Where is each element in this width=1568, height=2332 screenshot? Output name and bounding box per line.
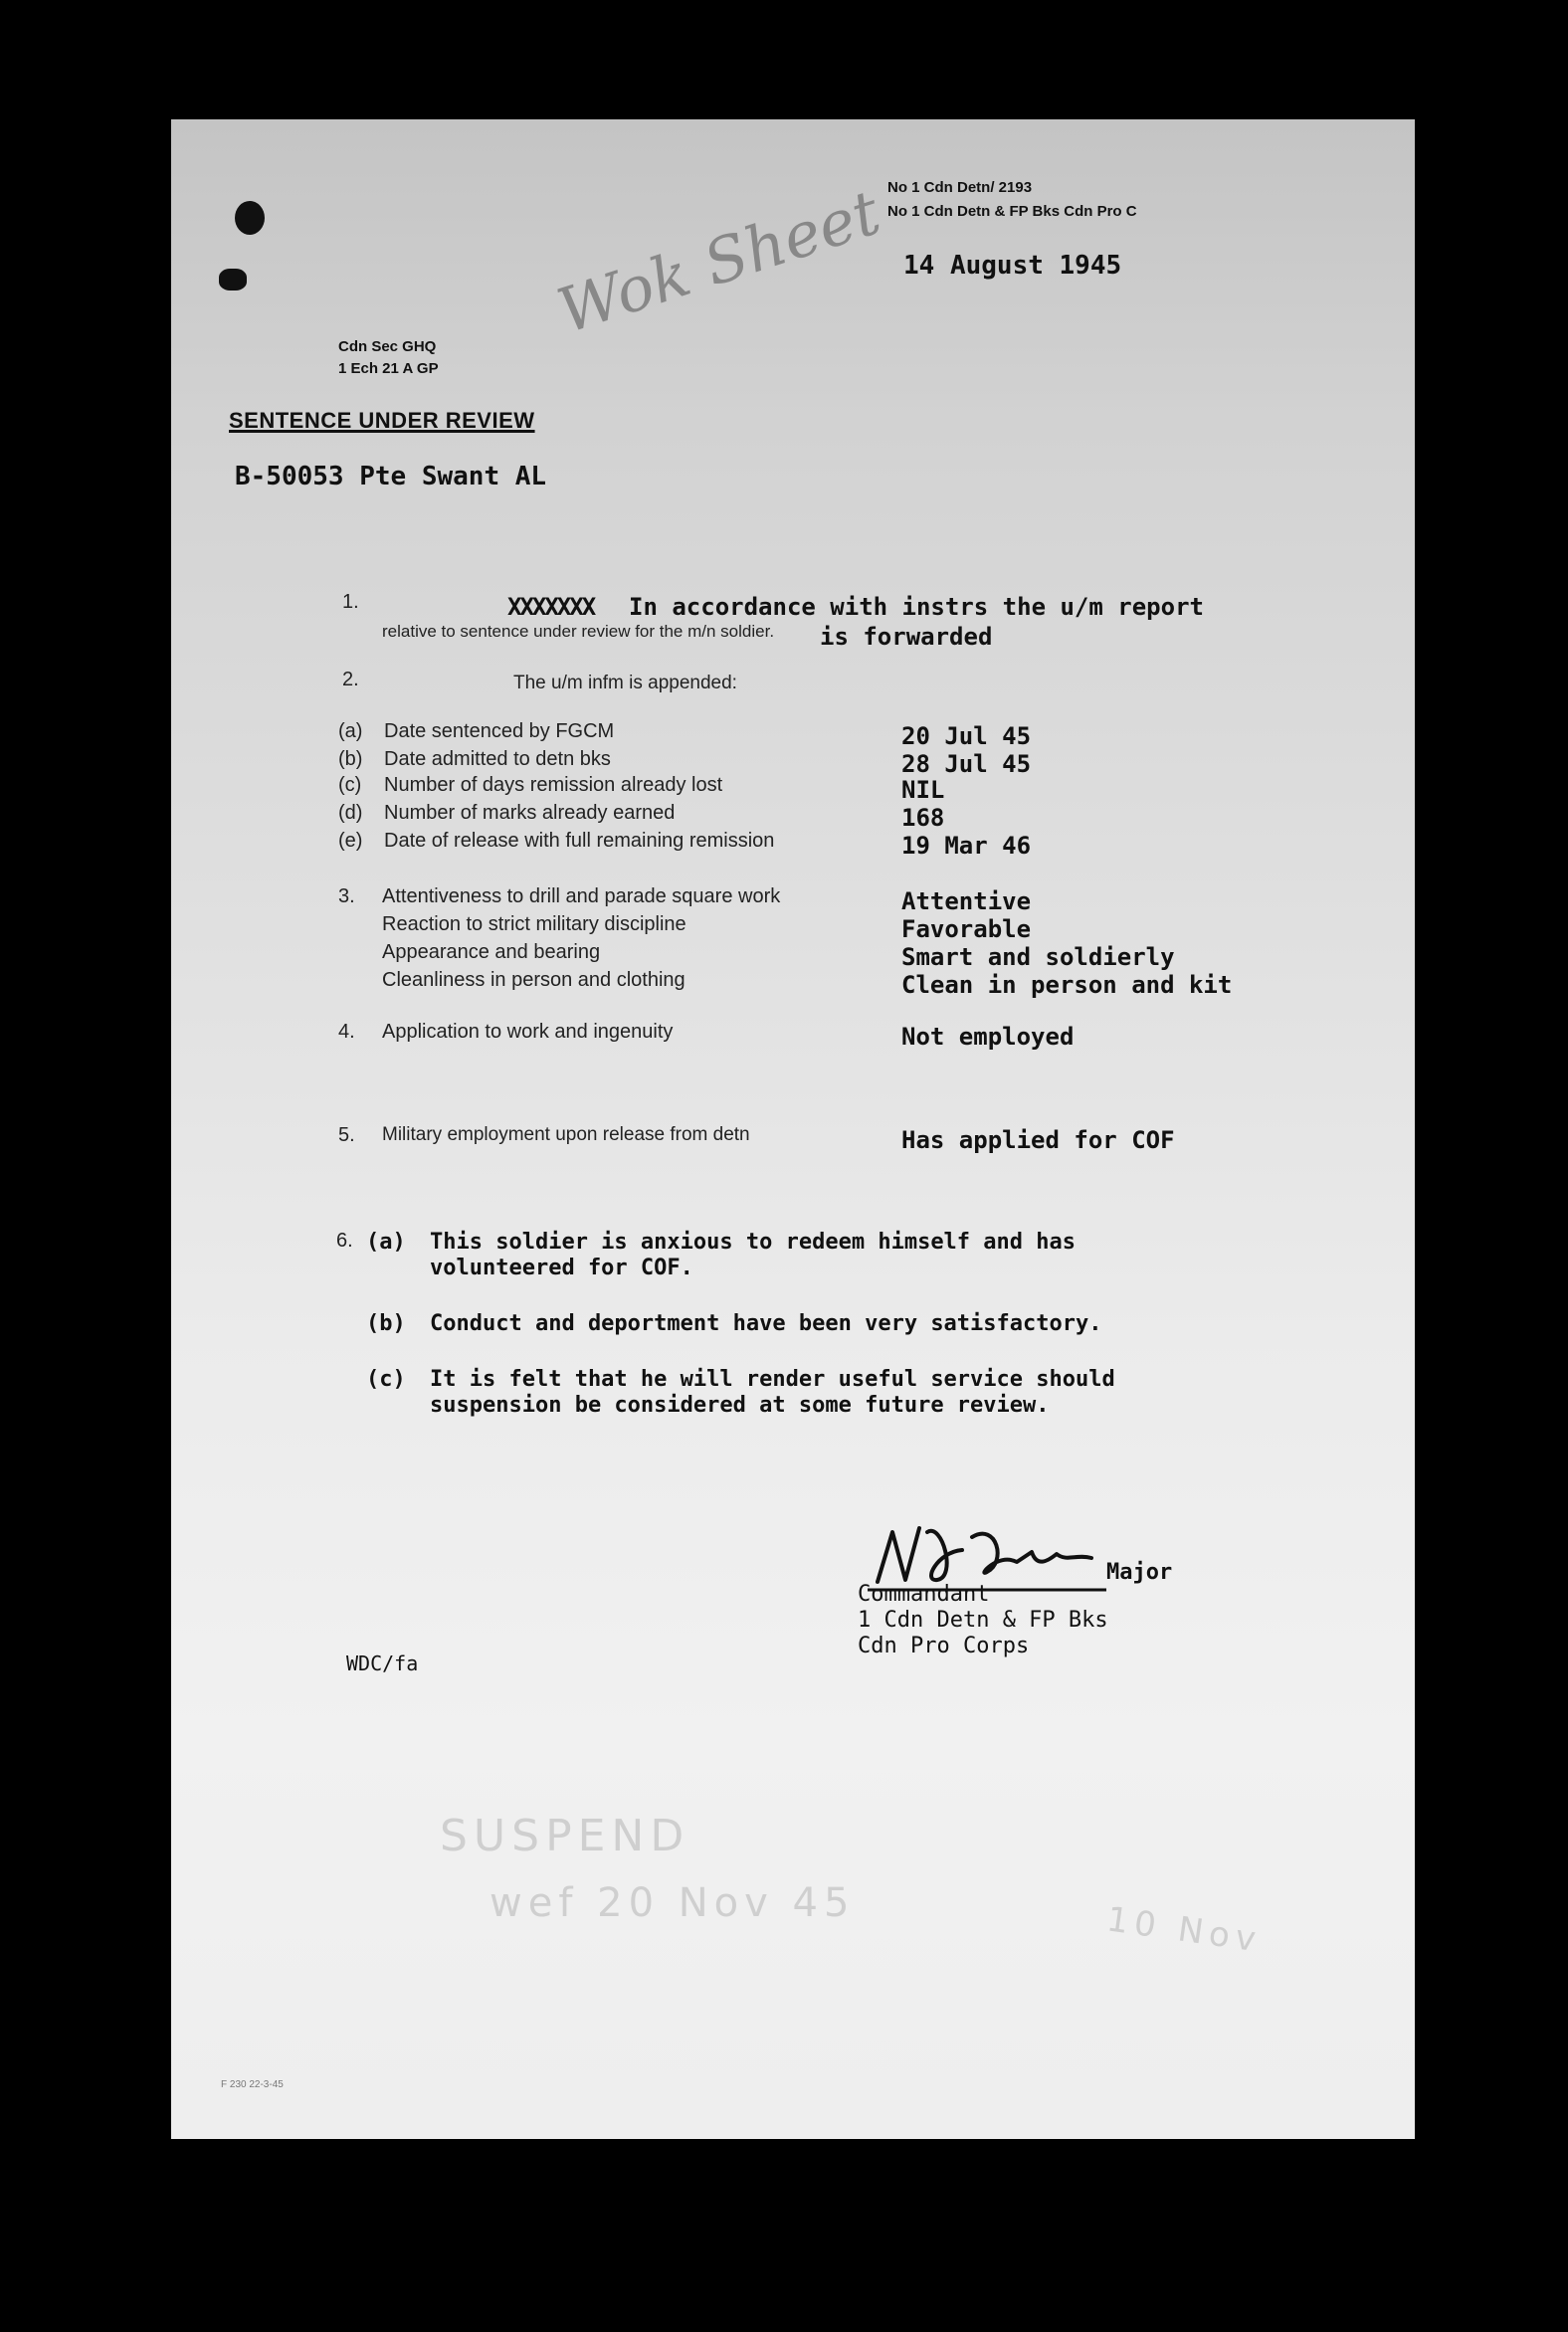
sub-letter: (c) <box>366 1367 406 1392</box>
item-value: NIL <box>901 776 945 804</box>
signatory-title: Commandant <box>858 1582 990 1607</box>
item-value: 20 Jul 45 <box>901 722 1032 750</box>
para-number: 3. <box>338 885 355 907</box>
item-letter: (e) <box>338 830 363 852</box>
item-label: Reaction to strict military discipline <box>382 913 686 935</box>
sub-letter: (b) <box>366 1311 406 1336</box>
para2-intro: The u/m infm is appended: <box>513 673 737 693</box>
para6c-line2: suspension be considered at some future review. <box>430 1393 1050 1418</box>
sub-letter: (a) <box>366 1230 406 1255</box>
document-page <box>171 119 1415 2139</box>
item-value: Smart and soldierly <box>901 943 1175 971</box>
item-label: Cleanliness in person and clothing <box>382 969 686 991</box>
para6a-line2: volunteered for COF. <box>430 1256 693 1280</box>
item-value: Attentive <box>901 887 1032 915</box>
item-value: Has applied for COF <box>901 1126 1175 1154</box>
item-letter: (c) <box>338 774 362 796</box>
para-number: 2. <box>342 669 359 690</box>
typist-initials: WDC/fa <box>346 1652 419 1675</box>
para1-text-line2b: is forwarded <box>820 623 993 651</box>
letter-date: 14 August 1945 <box>903 251 1122 281</box>
faint-stamp-line2: wef 20 Nov 45 <box>490 1880 856 1926</box>
reference-unit: No 1 Cdn Detn & FP Bks Cdn Pro C <box>887 203 1137 220</box>
para-number: 5. <box>338 1124 355 1146</box>
item-label: Attentiveness to drill and parade square work <box>382 885 781 907</box>
struck-text: XXXXXXX <box>507 593 595 621</box>
para-number: 4. <box>338 1021 355 1043</box>
item-letter: (b) <box>338 748 363 770</box>
item-label: Number of marks already earned <box>384 802 676 824</box>
item-label: Appearance and bearing <box>382 941 601 963</box>
item-label: Date of release with full remaining remission <box>384 830 775 852</box>
addressee-line2: 1 Ech 21 A GP <box>338 360 439 377</box>
para6b-line1: Conduct and deportment have been very satisfactory. <box>430 1311 1102 1336</box>
signatory-rank: Major <box>1106 1560 1173 1585</box>
para6c-line1: It is felt that he will render useful service should <box>430 1367 1115 1392</box>
item-value: Favorable <box>901 915 1032 943</box>
reference-number: No 1 Cdn Detn/ 2193 <box>887 179 1033 196</box>
soldier-id: B-50053 Pte Swant AL <box>235 462 547 491</box>
item-label: Date admitted to detn bks <box>384 748 611 770</box>
signatory-unit: 1 Cdn Detn & FP Bks <box>858 1608 1108 1633</box>
item-letter: (d) <box>338 802 363 824</box>
punch-hole <box>235 201 265 235</box>
item-label: Military employment upon release from detn <box>382 1124 750 1145</box>
para1-text-line2: relative to sentence under review for the m/n soldier. <box>382 622 775 641</box>
form-code: F 230 22-3-45 <box>221 2079 284 2090</box>
item-value: 19 Mar 46 <box>901 832 1032 860</box>
item-label: Date sentenced by FGCM <box>384 720 615 742</box>
para-number: 6. <box>336 1230 353 1252</box>
item-label: Number of days remission already lost <box>384 774 723 796</box>
faint-stamp-line1: SUSPEND <box>440 1811 690 1861</box>
para1-text: In accordance with instrs the u/m report <box>629 593 1204 621</box>
item-value: 28 Jul 45 <box>901 750 1032 778</box>
punch-hole <box>219 269 247 291</box>
handwritten-note: Wok Sheet <box>549 175 888 348</box>
subject-heading: SENTENCE UNDER REVIEW <box>229 408 535 433</box>
item-value: 168 <box>901 804 945 832</box>
item-value: Clean in person and kit <box>901 971 1233 999</box>
item-label: Application to work and ingenuity <box>382 1021 674 1043</box>
item-letter: (a) <box>338 720 363 742</box>
para-number: 1. <box>342 591 359 613</box>
item-value: Not employed <box>901 1023 1075 1051</box>
signatory-corps: Cdn Pro Corps <box>858 1634 1030 1658</box>
faint-stamp-right: 10 Nov <box>1103 1899 1265 1961</box>
para6a-line1: This soldier is anxious to redeem himself and has <box>430 1230 1077 1255</box>
addressee-line1: Cdn Sec GHQ <box>338 338 437 355</box>
